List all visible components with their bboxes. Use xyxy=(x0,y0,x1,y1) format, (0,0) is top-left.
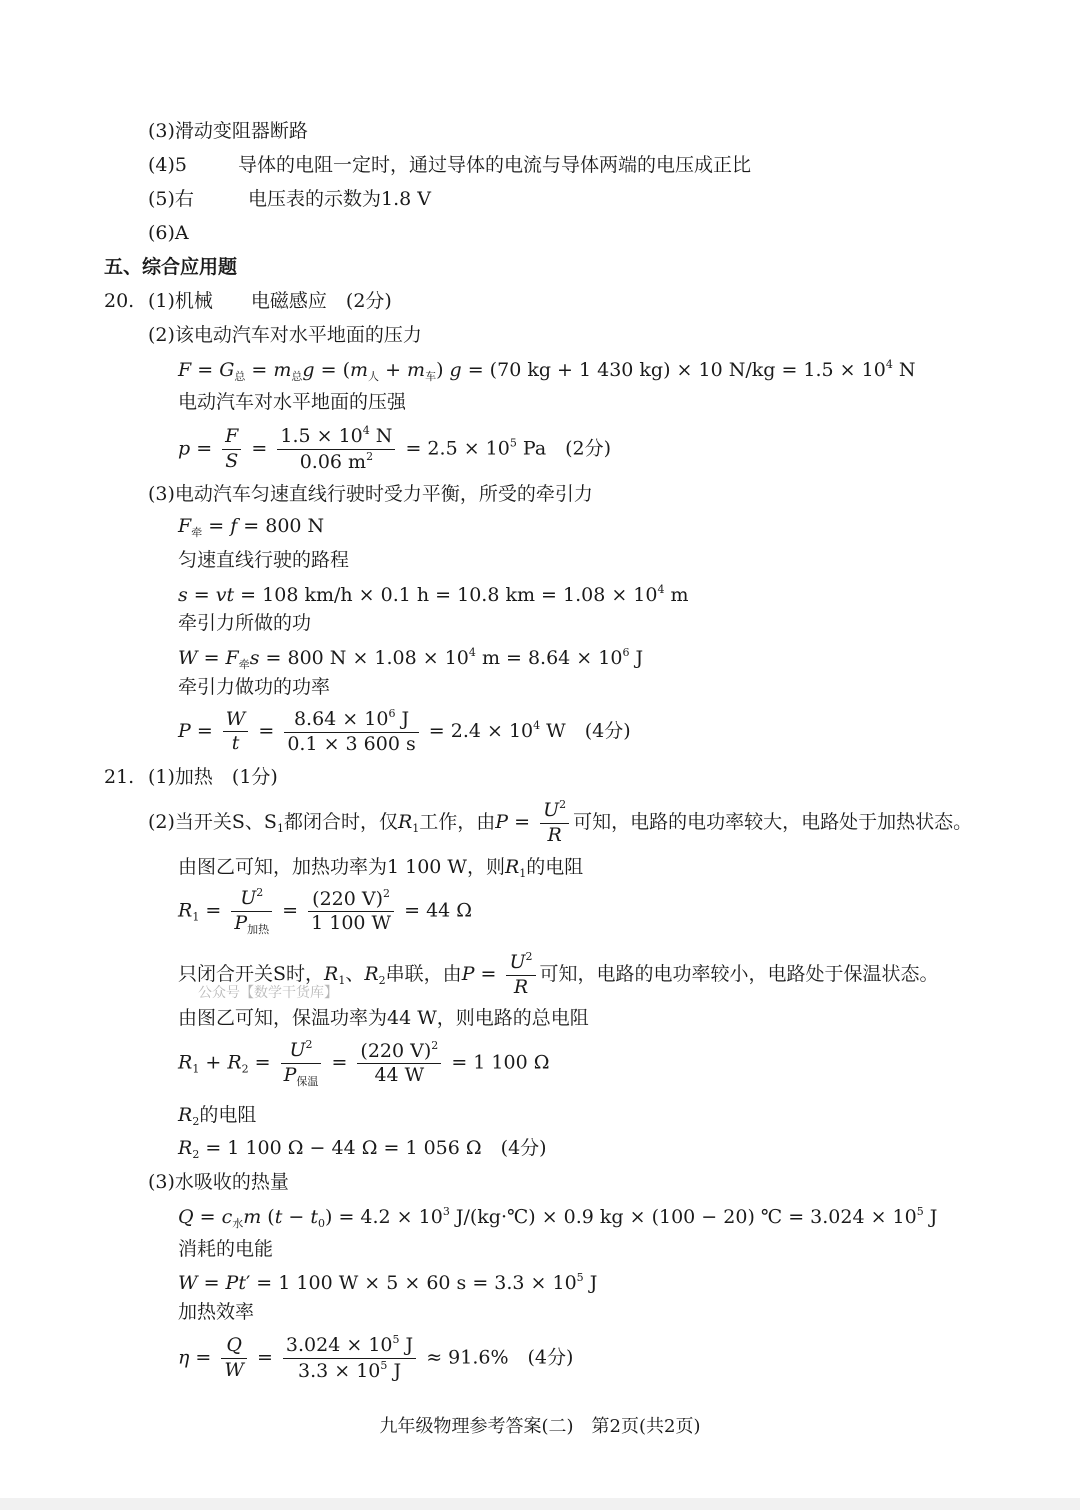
q20-power-formula: P = $\frac{W}{t}$ = $\frac{8.64 \times 10^6 J}{0.1 \times 3 600 s}$ = $2.4 \times 10^4$ W (4分) xyxy=(178,707,631,755)
q21-number: 21. xyxy=(104,766,135,788)
p19-item-3: (3)滑动变阻器断路 xyxy=(148,120,308,142)
q20-number: 20. xyxy=(104,290,135,312)
q21-efficiency-label: 加热效率 xyxy=(178,1301,255,1323)
watermark-text: 公众号【数学干货库】 xyxy=(198,985,338,1001)
q21-series-line: 只闭合开关S时，$R_1$、$R_2$串联，由P = $\frac{U^2}{R}$ 可知，电路的电功率较小，电路处于保温状态。 xyxy=(178,950,939,998)
q20-answer-2-head: (2)该电动汽车对水平地面的压力 xyxy=(148,324,422,346)
q21-answer-2-head: (2)当开关S、$S_1$都闭合时，仅$R_1$工作，由P = $\frac{U^2}{R}$ 可知，电路的电功率较大，电路处于加热状态。 xyxy=(148,798,973,846)
p19-item-4-answer: (4)5 xyxy=(148,154,188,176)
q20-traction-formula: $F_牵 = f = 800$ N xyxy=(178,515,325,539)
p19-item-6: (6)A xyxy=(148,222,189,244)
q21-keep-power-label: 由图乙可知，保温功率为44 W，则电路的总电阻 xyxy=(178,1007,589,1029)
q21-energy-label: 消耗的电能 xyxy=(178,1238,274,1260)
q20-answer-1: (1)机械 电磁感应 (2分) xyxy=(148,290,392,312)
q20-path-label: 匀速直线行驶的路程 xyxy=(178,549,350,571)
q20-work-label: 牵引力所做的功 xyxy=(178,612,312,634)
q20-path-formula: s = vt = 108 km/h × 0.1 h = 10.8 km = $1.08 \times 10^4$ m xyxy=(178,583,689,606)
q20-power-label: 牵引力做功的功率 xyxy=(178,676,331,698)
q21-efficiency-formula: η = $\frac{Q}{W}$ = $\frac{3.024 \times 10^5 J}{3.3 \times 10^5 J}$ ≈ 91.6% (4分) xyxy=(178,1333,574,1382)
q21-heat-formula: $Q = c_水m$ $(t - t_0) = 4.2 \times 10^3$ J/(kg·℃) × 0.9 kg × (100 − 20) ℃ = $3.024 \times 10^5$ J xyxy=(178,1205,938,1230)
q21-r2-label: $R_2$的电阻 xyxy=(178,1104,257,1128)
q21-energy-formula: W = Pt′ = 1 100 W × 5 × 60 $s = 3.3 \times 10^5$ J xyxy=(178,1271,598,1294)
bottom-edge-bar xyxy=(0,1498,1080,1510)
p19-item-5-answer: (5)右 xyxy=(148,188,194,210)
q20-work-formula: $W = F_牵s = 800$ $N \times 1.08 \times 10^4$ $m = 8.64 \times 10^6$ J xyxy=(178,646,644,671)
q21-answer-3-head: (3)水吸收的热量 xyxy=(148,1171,289,1193)
q21-total-resistance-formula: $R_1 + R_2$ = $\frac{U^2}{P_{保温}}$ = $\frac{(220 V)^2}{44 W}$ = 1 100 Ω xyxy=(178,1038,550,1088)
q21-r2-formula: $R_2 = 1$ 100 Ω − 44 Ω = 1 056 Ω (4分) xyxy=(178,1137,547,1161)
q21-answer-1: (1)加热 (1分) xyxy=(148,766,278,788)
q21-r1-formula: $R_1$ = $\frac{U^2}{P_{加热}}$ = $\frac{(220 V)^2}{1 100 W}$ = 44 Ω xyxy=(178,886,473,936)
q20-answer-3-head: (3)电动汽车匀速直线行驶时受力平衡，所受的牵引力 xyxy=(148,483,593,505)
q20-pressure-label: 电动汽车对水平地面的压强 xyxy=(178,391,407,413)
q20-pressure-formula: p = $\frac{F}{S}$ = $\frac{1.5 \times 10^4 N}{0.06 m^2}$ = $2.5 \times 10^5$ Pa (2分) xyxy=(178,424,612,473)
p19-item-5-reason: 电压表的示数为1.8 V xyxy=(248,188,431,210)
q20-force-formula: $F = G_总 = m_总g = (m_人 + m_车) g = (70$ kg + 1 430 kg) × 10 $N/kg = 1.5 \times 10^4$ N xyxy=(178,358,916,383)
page-footer: 九年级物理参考答案(二) 第2页(共2页) xyxy=(379,1416,701,1437)
p19-item-4-conclusion: 导体的电阻一定时，通过导体的电流与导体两端的电压成正比 xyxy=(238,154,752,176)
section-title: 五、综合应用题 xyxy=(104,256,238,278)
q21-heat-power-line: 由图乙可知，加热功率为1 100 W，则$R_1$的电阻 xyxy=(178,856,584,880)
